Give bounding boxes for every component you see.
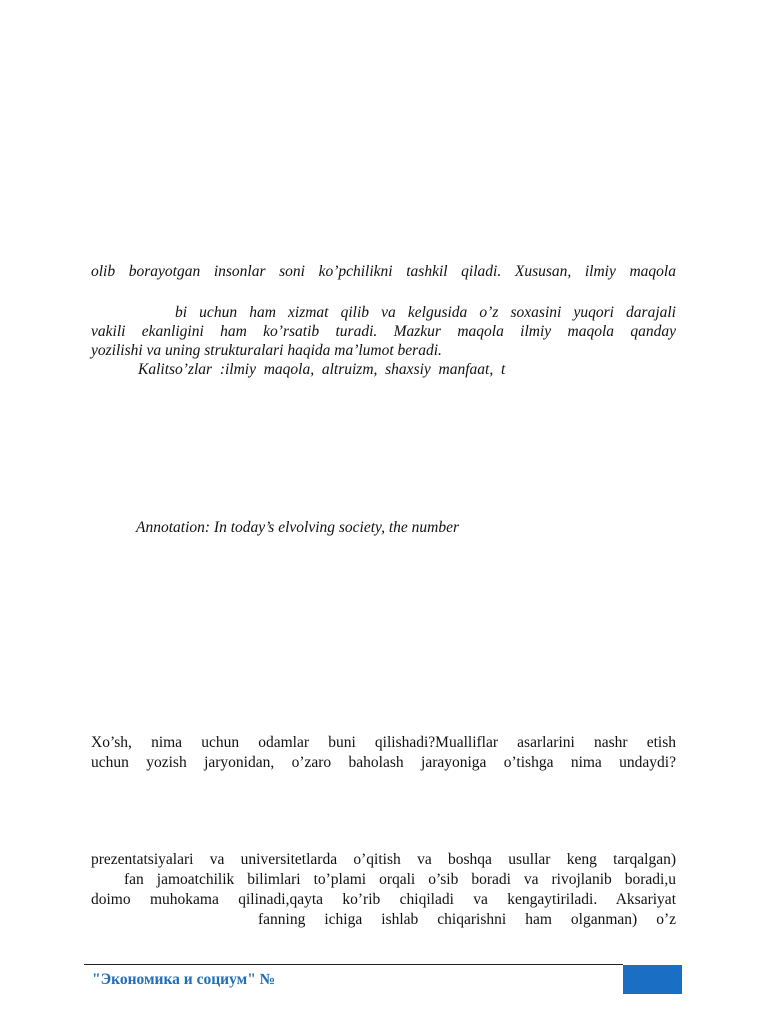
abstract-line-2: bi uchun ham xizmat qilib va kelgusida o’z soxasini yuqori darajali — [175, 304, 676, 321]
footer-divider — [84, 964, 623, 965]
body-p1-line-2: uchun yozish jaryonidan, o’zaro baholash jarayoniga o’tishga nima undaydi? — [91, 754, 676, 771]
annotation: Annotation: In today’s elvolving society, the number — [136, 519, 459, 536]
abstract-line-4: yozilishi va uning strukturalari haqida ma’lumot beradi. — [91, 342, 442, 359]
page-number-box — [623, 965, 682, 994]
body-p2-line-3: doimo muhokama qilinadi,qayta ko’rib chiqiladi va kengaytiriladi. Aksariyat — [91, 891, 676, 908]
body-p2-line-2: fan jamoatchilik bilimlari to’plami orqali o’sib boradi va rivojlanib boradi,u — [124, 871, 676, 888]
body-p1-line-1: Xo’sh, nima uchun odamlar buni qilishadi?Mualliflar asarlarini nashr etish — [91, 734, 676, 751]
abstract-line-3: vakili ekanligini ham ko’rsatib turadi. Mazkur maqola ilmiy maqola qanday — [91, 323, 676, 340]
abstract-line-1: olib borayotgan insonlar soni ko’pchilikni tashkil qiladi. Xususan, ilmiy maqola — [91, 263, 676, 280]
body-p2-line-1: prezentatsiyalari va universitetlarda o’qitish va boshqa usullar keng tarqalgan) — [91, 851, 676, 868]
journal-name: "Экономика и социум" № — [92, 971, 276, 988]
keywords: Kalitso’zlar :ilmiy maqola, altruizm, shaxsiy manfaat, t — [138, 361, 506, 378]
body-p2-line-4: fanning ichiga ishlab chiqarishni ham olganman) o’z — [258, 911, 676, 928]
